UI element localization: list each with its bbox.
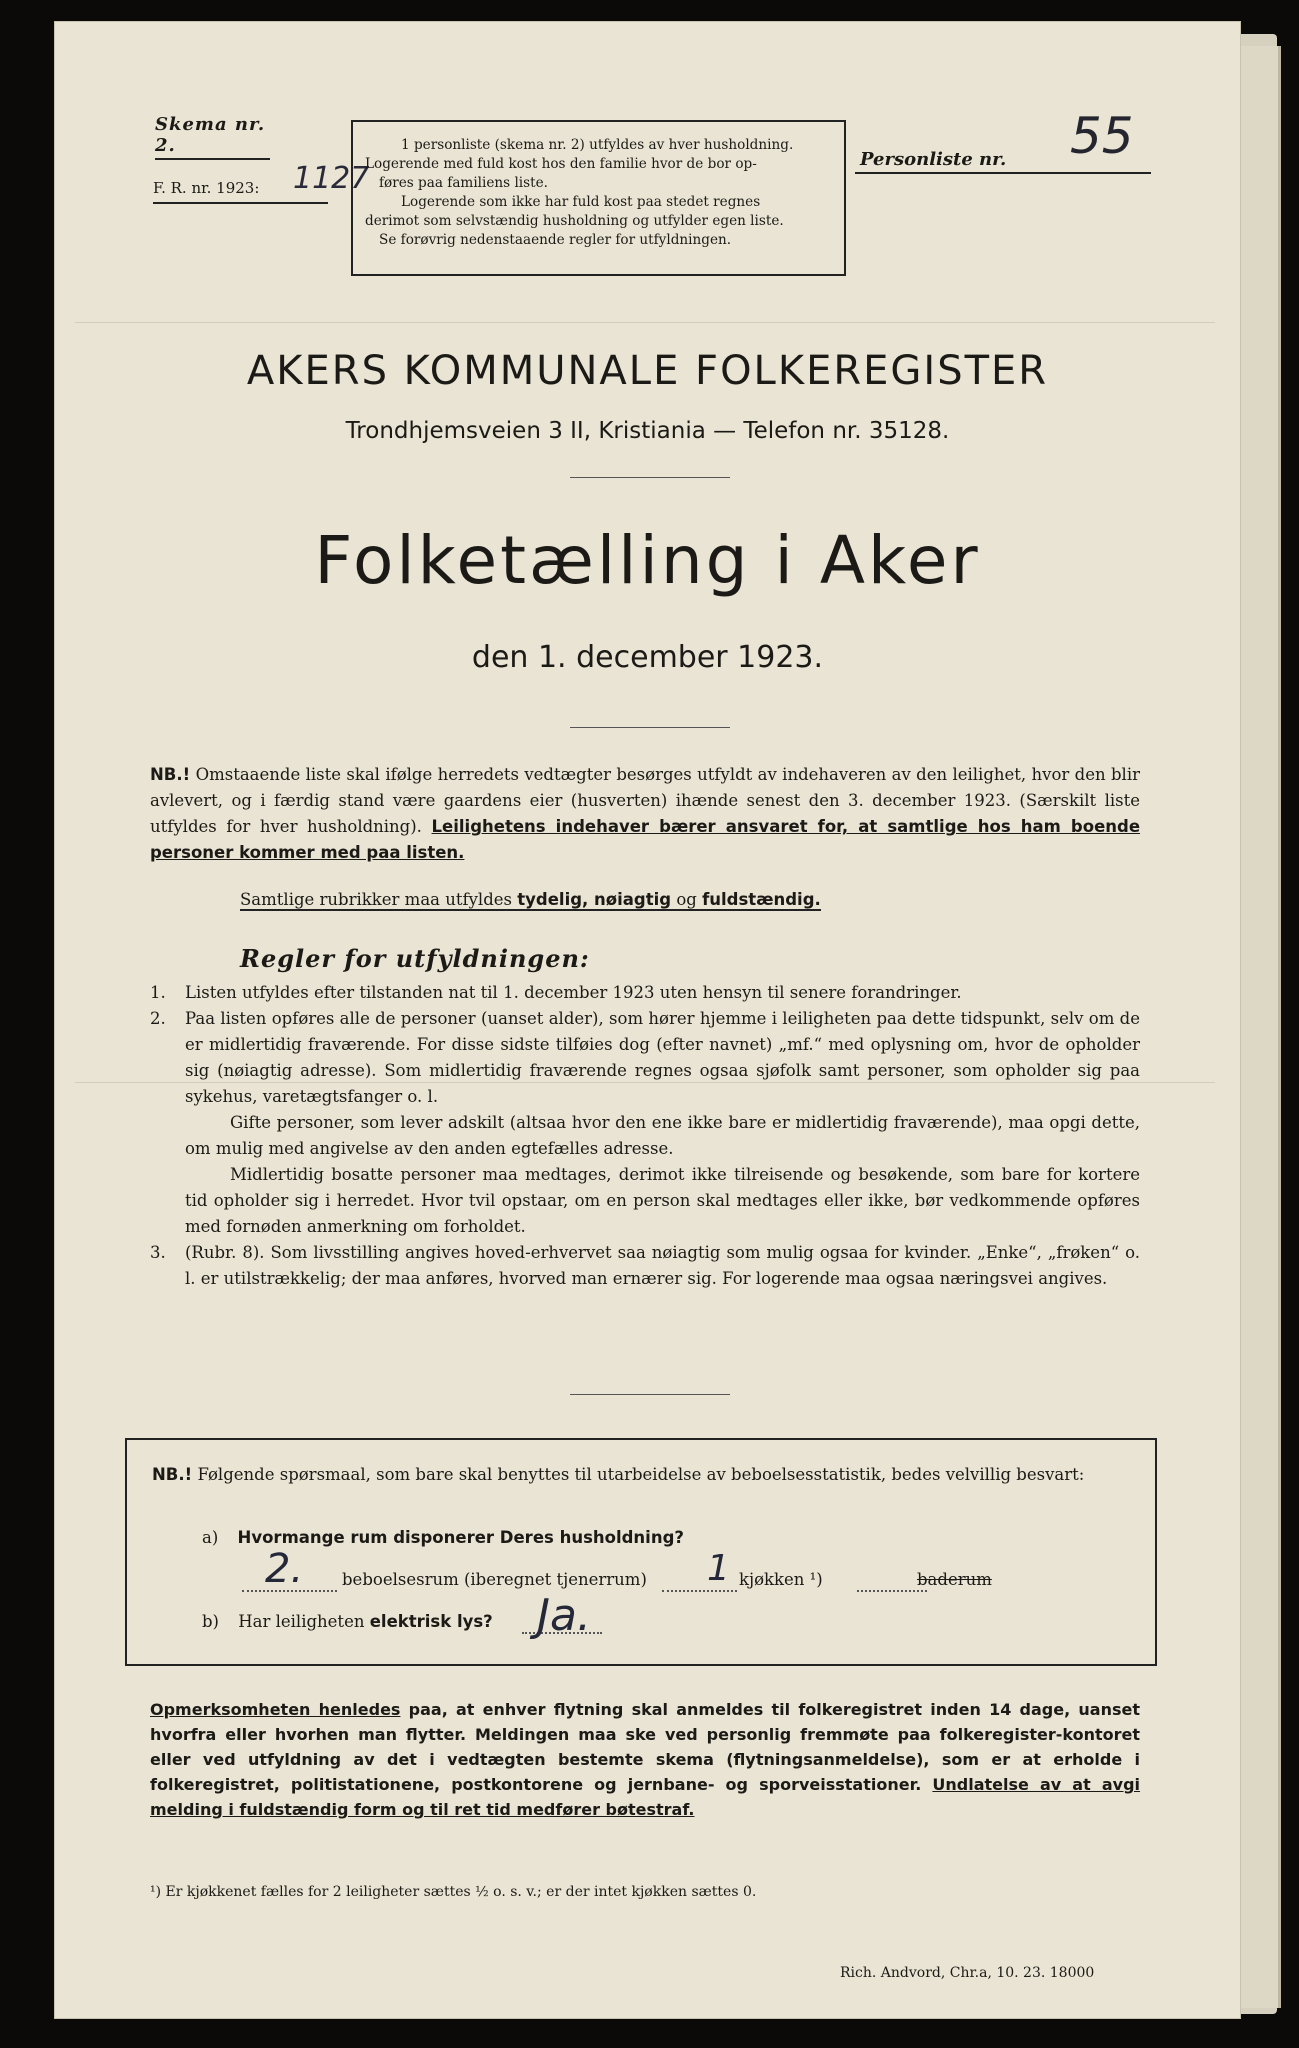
fr-label-text: F. R. nr. 1923: (153, 179, 260, 197)
main-title: Folketælling i Aker (314, 522, 981, 599)
divider (570, 1394, 730, 1395)
info-line: 1 personliste (skema nr. 2) utfyldes av hver husholdning. (401, 137, 794, 153)
completeness-bold: tydelig, nøiagtig (517, 890, 672, 909)
rule-text: (Rubr. 8). Som livsstilling angives hoved-erhvervet saa nøiagtig som mulig ogsaa for kvinder. „Enke“, „frøken“ o. l. er utilstrækkelig; der maa anføres, hvorved man ernærer sig. For logerende maa ogsaa næringsvei angives. (185, 1243, 1140, 1288)
info-line: Se forøvrig nedenstaaende regler for utfyldningen. (379, 232, 732, 248)
rule-item (150, 980, 1140, 1006)
divider (570, 477, 730, 478)
rule-number: 1. (150, 983, 166, 1002)
nb2-intro-text: Følgende spørsmaal, som bare skal benyttes til utarbeidelse av beboelsesstatistik, bedes velvillig besvart: (197, 1465, 1085, 1484)
question-b-text: Har leiligheten (238, 1612, 365, 1631)
rules-heading: Regler for utfyldningen: (240, 944, 590, 973)
rule-paragraph: Gifte personer, som lever adskilt (altsaa hvor den ene ikke bare er midlertidig fraværende), maa opgi dette, om mulig med angivelse av den anden egtefælles adresse. (185, 1113, 1140, 1158)
question-a (202, 1528, 684, 1547)
footnote: ¹) Er kjøkkenet fælles for 2 leiligheter sættes ½ o. s. v.; er der intet kjøkken sættes 0. (150, 1884, 757, 1900)
person-list-underline (855, 172, 1151, 174)
bleed-line (75, 322, 1215, 323)
bath-answer-line (857, 1590, 927, 1592)
person-list-number-handwritten: 55 (1070, 107, 1134, 165)
census-date: den 1. december 1923. (471, 640, 824, 675)
electric-handwritten: Ja. (537, 1590, 591, 1641)
completeness-text: og (676, 890, 697, 909)
rooms-handwritten: 2. (265, 1546, 304, 1592)
rule-number: 3. (150, 1243, 166, 1262)
info-line: føres paa familiens liste. (379, 175, 548, 191)
question-b-bold: elektrisk lys? (369, 1612, 493, 1631)
instructions-box (351, 120, 846, 276)
printer-imprint: Rich. Andvord, Chr.a, 10. 23. 18000 (840, 1965, 1095, 1981)
kitchen-handwritten: 1 (707, 1548, 730, 1589)
nb2-label: NB.! (152, 1465, 193, 1484)
housing-intro (152, 1462, 1127, 1488)
kitchen-label: kjøkken ¹) (739, 1570, 823, 1589)
housing-questions-box (125, 1438, 1157, 1666)
info-line: derimot som selvstændig husholdning og utfylder egen liste. (365, 213, 784, 229)
rules-list (150, 980, 1140, 1292)
rule-number: 2. (150, 1009, 166, 1028)
nb-notice (150, 762, 1140, 866)
info-line: Logerende med fuld kost hos den familie hvor de bor op- (365, 156, 757, 172)
rule-text: Listen utfyldes efter tilstanden nat til 1. december 1923 uten hensyn til senere forandringer. (185, 983, 962, 1002)
org-address: Trondhjemsveien 3 II, Kristiania — Telefon nr. 35128. (345, 418, 950, 444)
question-letter: a) (202, 1528, 219, 1547)
completeness-text: Samtlige rubrikker maa utfyldes (240, 890, 513, 909)
rule-item (150, 1006, 1140, 1110)
question-a-text: Hvormange rum disponerer Deres husholdning? (237, 1528, 684, 1547)
nb-emphasis: Leilighetens indehaver bærer ansvaret for, at samtlige hos ham boende personer kommer med paa listen. (150, 817, 1141, 862)
notice-body: paa, at enhver flytning skal anmeldes til folkeregistret inden 14 dage, uanset hvorfra eller hvorhen man flytter. Meldingen maa ske ved personlig fremmøte paa folkeregister-kontoret eller ved utfyldning av det i vedtægten bestemte skema (flytningsanmeldelse), som er at erholde i folkeregistret, politistationene, postkontorene og jernbane- og sporveisstationer. (150, 1700, 1141, 1794)
org-title: AKERS KOMMUNALE FOLKEREGISTER (246, 348, 1049, 394)
nb-text: Omstaaende liste skal ifølge herredets vedtægter besørges utfyldt av indehaveren av den leilighet, hvor den blir avlevert, og i færdig stand være gaardens eier (husverten) ihænde senest den 3. december 1923. (Særskilt liste utfyldes for hver husholdning). (150, 765, 1140, 836)
fr-number-label (153, 161, 370, 197)
rule-item (150, 1240, 1140, 1292)
completeness-note (240, 890, 821, 911)
person-list-label: Personliste nr. (860, 149, 1007, 170)
rule-paragraph: Midlertidig bosatte personer maa medtages, derimot ikke tilreisende og besøkende, som bare for kortere tid opholder sig i herredet. Hvor tvil opstaar, om en person skal medtages eller ikke, bør vedkommende opføres med fornøden anmerkning om forholdet. (185, 1165, 1140, 1236)
moving-notice (150, 1697, 1140, 1822)
completeness-bold: fuldstændig. (702, 890, 821, 909)
nb-label: NB.! (150, 765, 191, 784)
info-line: Logerende som ikke har fuld kost paa stedet regnes (401, 194, 761, 210)
question-b (202, 1612, 493, 1631)
rule-text: Paa listen opføres alle de personer (uanset alder), som hører hjemme i leiligheten paa dette tidspunkt, selv om de er midlertidig fraværende. For disse sidste tilføies dog (efter navnet) „mf.“ med oplysning om, hvor de opholder sig (nøiagtig adresse). Som midlertidig fraværende regnes ogsaa sjøfolk samt personer, som opholder sig paa sykehus, varetægtsfanger o. l. (185, 1009, 1140, 1106)
bath-label: baderum (917, 1570, 992, 1589)
rooms-label: beboelsesrum (iberegnet tjenerrum) (342, 1570, 647, 1589)
notice-penalty: Undlatelse av at avgi melding i fuldstændig form og til ret tid medfører bøtestraf. (150, 1775, 1141, 1819)
divider (570, 727, 730, 728)
question-letter: b) (202, 1612, 219, 1631)
notice-lead: Opmerksomheten henledes (150, 1700, 401, 1719)
fr-underline (153, 202, 328, 204)
kitchen-answer-line (662, 1590, 737, 1592)
census-form-page (55, 22, 1240, 2018)
fr-number-handwritten: 1127 (293, 161, 370, 196)
schema-number: Skema nr. 2. (155, 114, 270, 160)
